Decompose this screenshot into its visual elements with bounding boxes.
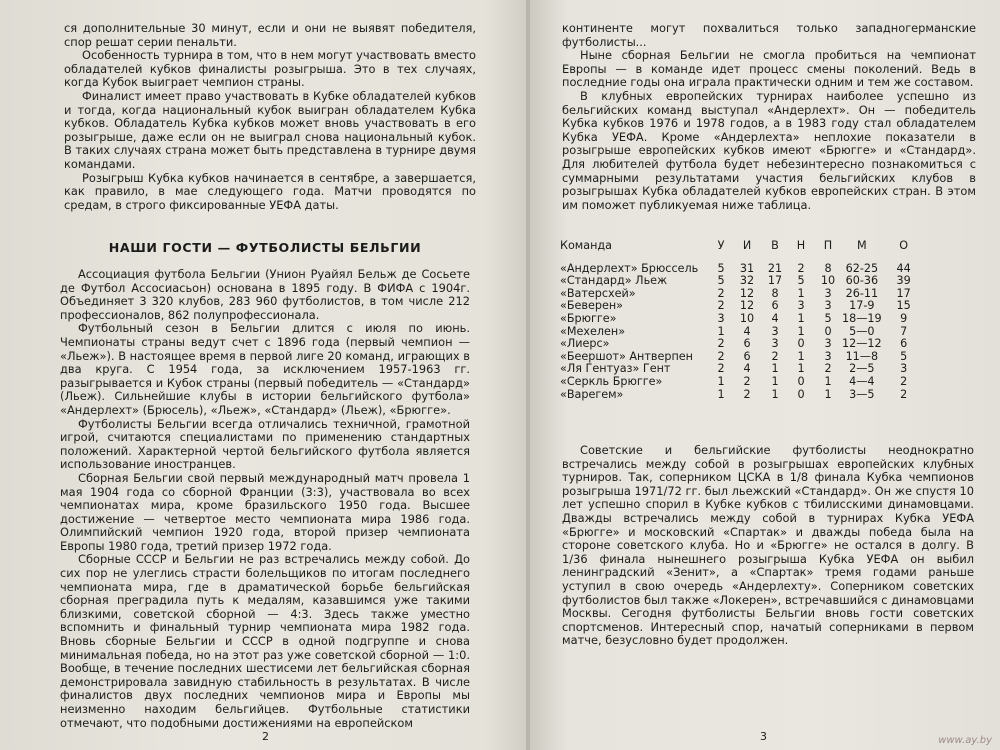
right-top-text: [562, 22, 976, 212]
table-header-row: [560, 240, 926, 263]
paragraph: Футбольный сезон в Бельгии длится с июля по июнь. Чемпионаты страны ведут счет с 1896 года (первый чемпион — «Льеж»). В настоящее время в первой лиге 20 команд, играющих в два круга. С 1954 года, за исключением 1957-1963 гг. разыгрывается и Кубок страны (первый победитель — «Стандард» (Льеж). Сильнейшие клубы в истории бельгийского футбола» «Андерлехт» (Брюсель), «Льеж», «Стандард» (Льеж), «Брюгге».: [60, 321, 470, 417]
stat-cell: 2: [717, 286, 725, 300]
stat-cell: 12: [739, 286, 755, 300]
stat-cell: 3: [717, 311, 725, 325]
header-v: В: [771, 239, 779, 252]
stat-cell: 2—5: [849, 362, 875, 376]
stat-cell: 5: [717, 274, 725, 288]
paragraph: Ассоциация футбола Бельгии (Унион Руайял Бельж де Сосьете де Футбол Ассосиасьон) основана в 1895 году. В ФИФА с 1904г. Объединяет 3 320 клубов, 283 960 футболистов, в том числе 212 профессионалов, 862 полупрофессионала.: [60, 267, 470, 322]
stat-cell: 6: [743, 349, 751, 363]
header-n: Н: [796, 239, 806, 252]
stat-cell: 3: [824, 337, 832, 351]
stat-cell: 17-9: [849, 299, 875, 313]
stat-cell: 1: [797, 311, 805, 325]
paragraph: ся дополнительные 30 минут, если и они не выявят победителя, спор решат серии пенальти.: [64, 21, 476, 49]
stat-cell: 0: [797, 374, 805, 388]
stat-cell: 1: [771, 362, 779, 376]
stat-cell: 1: [771, 387, 779, 401]
stat-cell: 39: [896, 274, 911, 288]
stat-cell: 17: [896, 286, 911, 300]
stat-cell: 4: [743, 324, 751, 338]
team-name-cell: «Беверен»: [560, 299, 624, 313]
stat-cell: 1: [771, 374, 779, 388]
stat-cell: 5—0: [849, 324, 875, 338]
stat-cell: 4: [771, 311, 779, 325]
stat-cell: 21: [767, 261, 783, 275]
stat-cell: 15: [896, 299, 911, 313]
stat-cell: 2: [717, 362, 725, 376]
stat-cell: 3: [771, 324, 779, 338]
team-name-cell: «Ватерсхей»: [560, 286, 636, 300]
stat-cell: 31: [739, 261, 755, 275]
page-number-left: 2: [262, 730, 269, 743]
stat-cell: 2: [717, 349, 725, 363]
stat-cell: 2: [900, 387, 908, 401]
stat-cell: 1: [824, 374, 832, 388]
stat-cell: 3: [824, 299, 832, 313]
left-top-text: [64, 22, 476, 212]
table-row: [560, 338, 926, 351]
header-p: П: [823, 239, 833, 252]
stat-cell: 7: [900, 324, 908, 338]
stat-cell: 44: [896, 261, 911, 275]
paragraph: Советские и бельгийские футболисты неоднократно встречались между собой в розыгрышах европейских клубных турниров. Так, соперником ЦСКА в 1/8 финала Кубка чемпионов розыгрыша 1971/72 гг. был льежский «Стандард». Он же спустя 10 лет успешно спорил в Кубке кубков с тбилисскими динамовцами. Дважды встречались между собой в турнирах Кубка УЕФА «Брюгге» и московский «Спартак» и дважды победа была на стороне советского клуба. Но и «Брюгге» не остался в долгу. В 1/36 финала нынешнего розыгрыша Кубка УЕФА он выбил ленинградский «Зенит», а «Спартак» тремя годами раньше уступил в свою очередь «Андерлехту». Соперником советских футболистов был также «Локерен», встречавшийся с динамовцами Москвы. Сегодня футболисты Бельгии вновь гости советских спортсменов. Интересный спор, начатый соперниками в первом матче, безусловно будет продолжен.: [562, 443, 974, 648]
stat-cell: 3: [900, 362, 908, 376]
stat-cell: 6: [900, 337, 908, 351]
stat-cell: 5: [797, 274, 805, 288]
paragraph: Сборная Бельгии свой первый международный матч провела 1 мая 1904 года со сборной Франции (3:3), участвовала во всех чемпионатах мира, кроме бразильского 1950 года. Высшее достижение — четвертое место чемпионата мира 1986 года. Олимпийский чемпион 1920 года, второй призер чемпионата Европы 1980 года, третий призер 1972 года.: [60, 470, 470, 553]
stat-cell: 2: [743, 387, 751, 401]
stat-cell: 1: [717, 387, 725, 401]
team-name-cell: «Беершот» Антверпен: [560, 349, 693, 363]
team-name-cell: «Лиерс»: [560, 337, 610, 351]
stat-cell: 1: [797, 324, 805, 338]
stat-cell: 2: [771, 349, 779, 363]
stat-cell: 6: [743, 337, 751, 351]
stat-cell: 3: [824, 349, 832, 363]
stat-cell: 3—5: [849, 387, 875, 401]
paragraph: континенте могут похвалиться только западногерманские футболисты...: [562, 21, 976, 49]
stat-cell: 2: [900, 374, 908, 388]
stat-cell: 2: [824, 362, 832, 376]
table-row: [560, 275, 926, 288]
stat-cell: 8: [771, 286, 779, 300]
stat-cell: 17: [767, 274, 783, 288]
section-heading: НАШИ ГОСТИ — ФУТБОЛИСТЫ БЕЛЬГИИ: [108, 240, 422, 255]
stat-cell: 2: [717, 337, 725, 351]
stat-cell: 5: [824, 311, 832, 325]
stat-cell: 1: [717, 374, 725, 388]
stat-cell: 4: [743, 362, 751, 376]
watermark: www.ay.by: [938, 735, 992, 746]
table-row: [560, 376, 926, 389]
team-name-cell: «Стандард» Льеж: [560, 274, 668, 288]
stat-cell: 12: [739, 299, 755, 313]
paragraph: Сборные СССР и Бельгии не раз встречались между собой. До сих пор не улеглись страсти болельщиков по итогам последнего чемпионата мира, где в драматической борьбе бельгийская сборная преградила путь к медалям, казавшимся уже такими близкими, советской сборной — 4:3. Здесь также уместно вспомнить и финальный турнир чемпионата мира 1982 года. Вновь сборные Бельгии и СССР в одной подгруппе и снова минимальная победа, но на этот раз уже советской сборной — 1:0. Вообще, в течение последних шестисеми лет бельгийская сборная демонстрировала завидную стабильность в результатах. В числе финалистов двух последних чемпионов мира и Европы мы неизменно находим бельгийцев. Футбольные статистики отмечают, что подобными достижениями на европейском: [60, 552, 470, 730]
stat-cell: 10: [739, 311, 755, 325]
team-name-cell: «Варегем»: [560, 387, 624, 401]
stat-cell: 0: [797, 337, 805, 351]
stat-cell: 18—19: [842, 311, 882, 325]
paragraph: В клубных европейских турнирах наиболее успешно из бельгийских команд выступал «Андерлехт». Он — победитель Кубка кубков 1976 и 1978 годов, а в 1983 году стал обладателем Кубка УЕФА. Кроме «Андерлехта» неплохие показатели в розыгрыше европейских кубков имеют «Брюгге» и «Стандард». Для любителей футбола будет небезинтересно познакомиться с суммарными результатами участия бельгийских клубов в розыгрышах Кубка обладателей кубков европейских стран. В этом им поможет публикуемая ниже таблица.: [562, 88, 976, 212]
stat-cell: 26-11: [845, 286, 879, 300]
paragraph: Футболисты Бельгии всегда отличались техничной, грамотной игрой, считаются специалистами по применению стандартных положений. Характерной чертой бельгийского футбола является использование иностранцев.: [60, 416, 470, 472]
header-team: Команда: [560, 239, 612, 252]
table-row: [560, 313, 926, 326]
stat-cell: 1: [824, 387, 832, 401]
paragraph: Особенность турнира в том, что в нем могут участвовать вместо обладателей кубков финалисты розыгрыша. Это в тех случаях, когда Кубок выиграет чемпион страны.: [64, 48, 476, 90]
stat-cell: 62-25: [845, 261, 879, 275]
paragraph: Розыгрыш Кубка кубков начинается в сентябре, а завершается, как правило, в мае следующего года. Матчи проводятся по средам, в строго фиксированные УЕФА даты.: [64, 170, 476, 212]
stat-cell: 1: [717, 324, 725, 338]
stat-cell: 11—8: [845, 349, 879, 363]
stat-cell: 5: [717, 261, 725, 275]
page-number-right: 3: [760, 730, 767, 743]
stat-cell: 1: [797, 349, 805, 363]
paragraph: Финалист имеет право участвовать в Кубке обладателей кубков и тогда, когда национальный кубок выигран обладателем Кубка кубков. Обладатель Кубка кубков может вновь участвовать в его розыгрыше, даже если он не выиграл снова национальный кубок. В таких случаях страна может быть представлена в турнире двумя командами.: [64, 88, 476, 171]
stat-cell: 12—12: [842, 337, 882, 351]
stat-cell: 2: [717, 299, 725, 313]
stat-cell: 1: [797, 362, 805, 376]
team-name-cell: «Андерлехт» Брюссель: [560, 261, 699, 275]
stat-cell: 3: [824, 286, 832, 300]
stat-cell: 3: [771, 337, 779, 351]
paragraph: Ныне сборная Бельгии не смогла пробиться на чемпионат Европы — в команде идет процесс смены поколений. Ведь в последние годы она играла практически одним и тем же составом.: [562, 48, 976, 90]
stat-cell: 2: [797, 261, 805, 275]
stat-cell: 10: [820, 274, 836, 288]
stat-cell: 0: [824, 324, 832, 338]
stat-cell: 8: [824, 261, 832, 275]
stat-cell: 1: [797, 286, 805, 300]
stat-cell: 0: [797, 387, 805, 401]
header-m: М: [857, 239, 867, 252]
team-name-cell: «Серкль Брюгге»: [560, 374, 663, 388]
stat-cell: 2: [743, 374, 751, 388]
team-name-cell: «Ля Гентуаз» Гент: [560, 362, 671, 376]
results-table: [560, 240, 926, 401]
table-row: [560, 389, 926, 402]
stat-cell: 9: [900, 311, 908, 325]
stat-cell: 3: [797, 299, 805, 313]
stat-cell: 32: [739, 274, 755, 288]
header-o: О: [899, 239, 909, 252]
left-body-text: [60, 268, 470, 730]
header-u: У: [717, 239, 725, 252]
stat-cell: 60-36: [845, 274, 879, 288]
right-bottom-text: [562, 444, 974, 648]
stat-cell: 6: [771, 299, 779, 313]
stat-cell: 4—4: [849, 374, 875, 388]
header-i: И: [742, 239, 752, 252]
stat-cell: 5: [900, 349, 908, 363]
team-name-cell: «Брюгге»: [560, 311, 617, 325]
team-name-cell: «Мехелен»: [560, 324, 626, 338]
